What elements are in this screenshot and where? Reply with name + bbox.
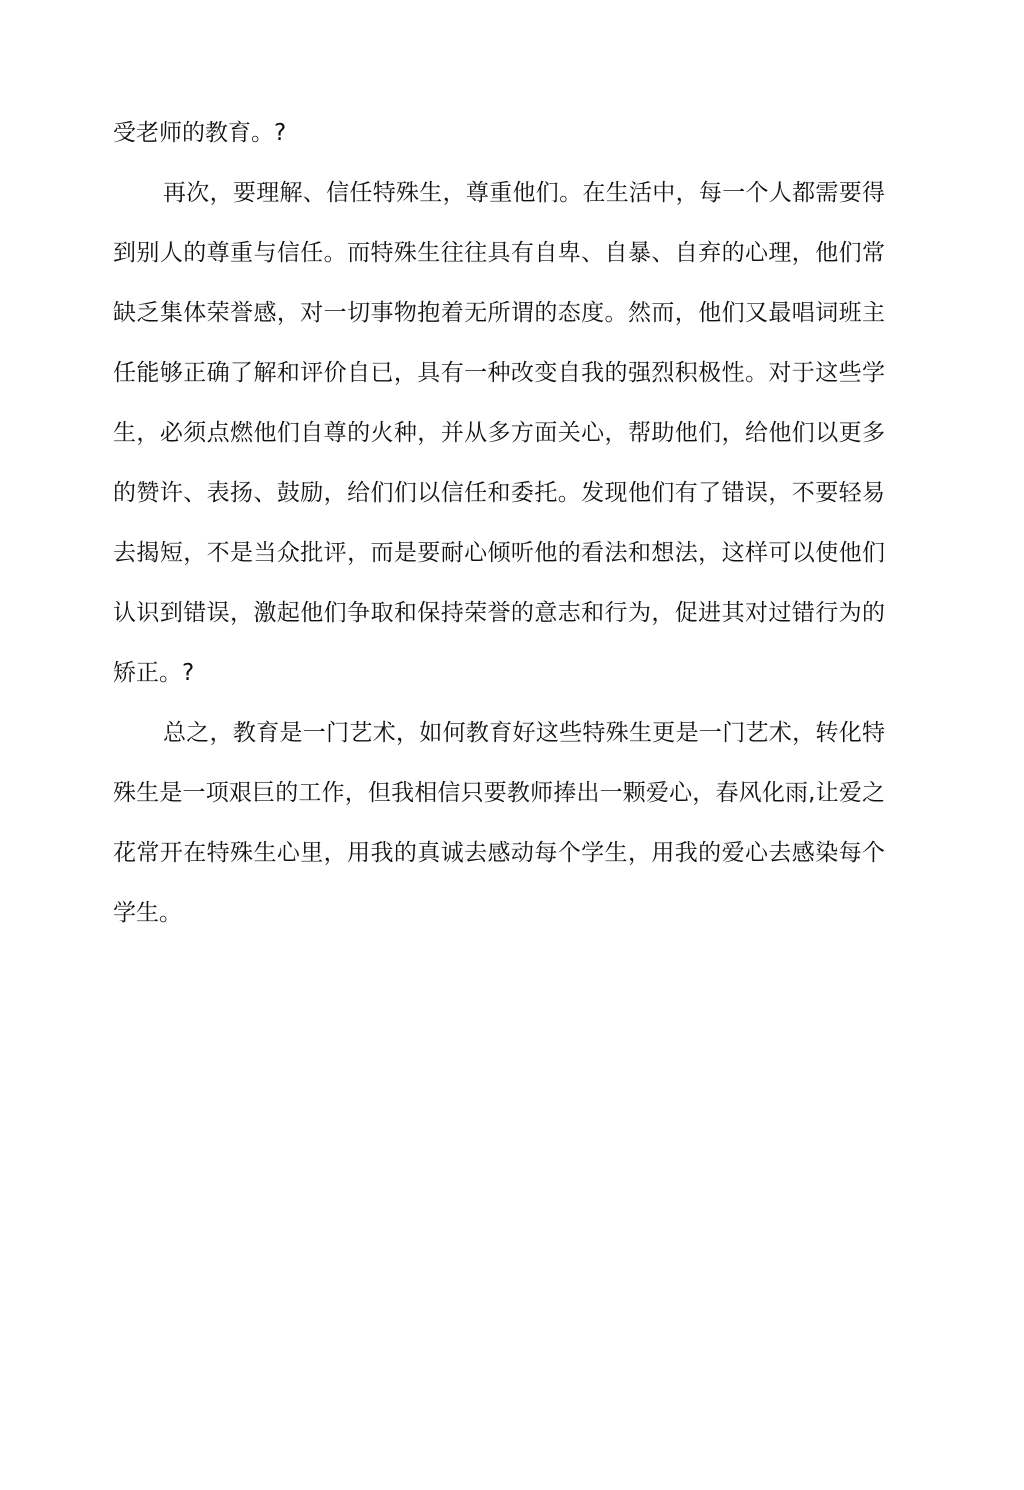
paragraph-continuation: 受老师的教育。? xyxy=(113,120,287,146)
paragraph-respect-trust: 再次，要理解、信任特殊生，尊重他们。在生活中，每一个人都需要得到别人的尊重与信任。而特殊生往往具有自卑、自暴、自弃的心理，他们常缺乏集体荣誉感，对一切事物抱着无所谓的态度。然而，他们又最唱词班主任能够正确了解和评价自已，具有一种改变自我的强烈积极性。对于这些学生，必须点燃他们自尊的火种，并从多方面关心，帮助他们，给他们以更多的赞许、表扬、鼓励，给们们以信任和委托。发现他们有了错误，不要轻易去揭短，不是当众批评，而是要耐心倾听他的看法和想法，这样可以使他们认识到错误，激起他们争取和保持荣誉的意志和行为，促进其对过错行为的矫正。? xyxy=(113,180,885,686)
paragraph-conclusion: 总之，教育是一门艺术，如何教育好这些特殊生更是一门艺术，转化特殊生是一项艰巨的工作，但我相信只要教师捧出一颗爱心，春风化雨,让爱之花常开在特殊生心里，用我的真诚去感动每个学生，用我的爱心去感染每个学生。 xyxy=(113,720,885,926)
document-body xyxy=(113,103,885,943)
